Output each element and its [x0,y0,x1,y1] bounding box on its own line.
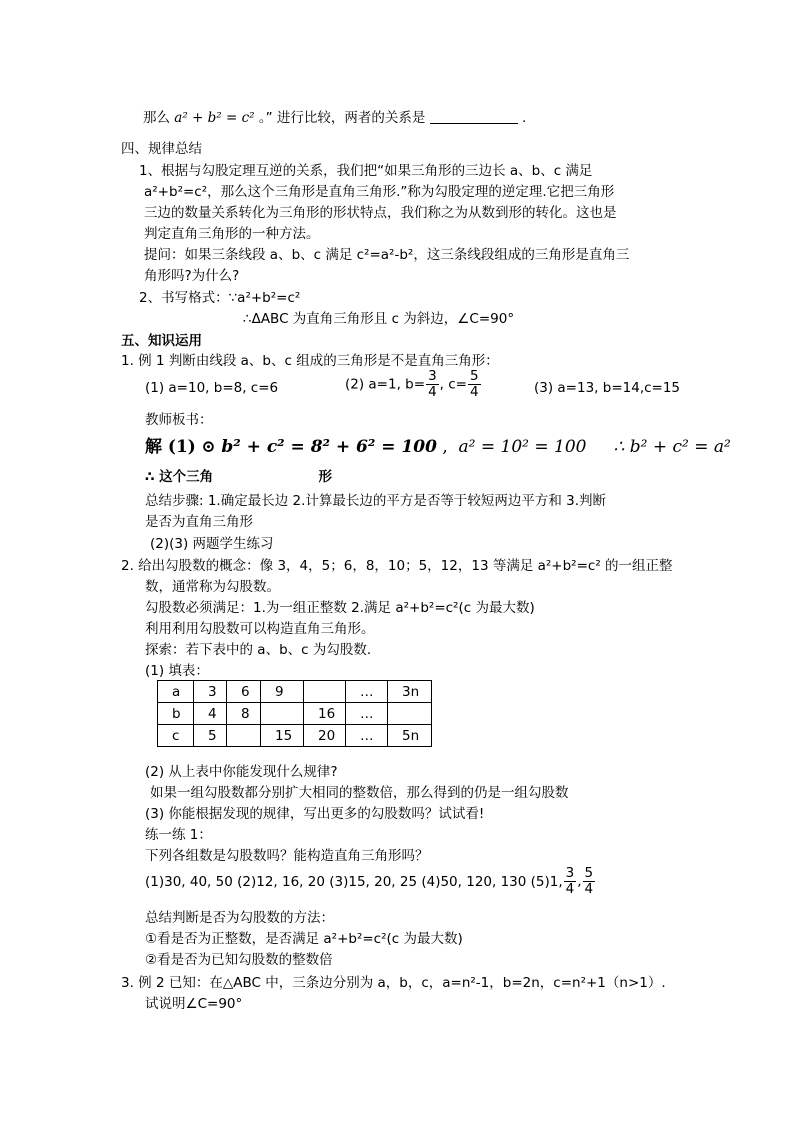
table-cell: 6 [227,681,261,703]
text: (1)30, 40, 50 (2)12, 16, 20 (3)15, 20, 25 (4)50, 120, 130 (5)1, [145,873,563,890]
table-cell[interactable] [388,703,432,725]
table-cell: 5 [194,725,227,747]
table-row [158,703,432,725]
table-row [158,725,432,747]
question-line: 角形吗?为什么? [144,268,240,284]
denominator: 4 [565,881,575,897]
table-cell[interactable] [261,703,304,725]
table-cell[interactable] [227,725,261,747]
numerator: 3 [565,865,575,881]
comparison-line [143,108,526,128]
text: (2) a=1, b= [345,376,426,393]
table-cell: 3 [194,681,227,703]
method-item: ①看是否为正整数，是否满足 a²+b²=c²(c 为最大数) [145,931,463,947]
equation: ∴ b² + c² = a² [613,437,731,457]
explore-line: 探索：若下表中的 a、b、c 为勾股数. [145,642,372,658]
summary-line: 总结步骤: 1.确定最长边 2.计算最长边的平方是否等于较短两边平方和 3.判断 [145,493,607,509]
rule-question: (3) 你能根据发现的规律，写出更多的勾股数吗？试试看! [145,806,485,822]
table-cell: … [346,681,388,703]
table-row [158,681,432,703]
equation: ⊙ b² + c² = 8² + 6² = 100 [201,437,437,457]
table-cell: a [158,681,194,703]
paragraph-line: 三边的数量关系转化为三角形的形状特点，我们称之为从数到形的转化。这也是 [144,205,617,221]
denominator: 4 [428,384,437,400]
fraction [564,866,577,897]
summary-line: 是否为直角三角形 [145,514,253,530]
equation: a² = 10² = 100 [458,437,587,457]
table-cell: 15 [261,725,304,747]
solution-line: 解 (1) ⊙ b² + c² = 8² + 6² = 100 , a² = 10² = 100 ∴ b² + c² = a² [145,437,731,457]
concept-line: 2. 给出勾股数的概念：像 3，4，5；6，8，10；5，12，13 等满足 a²+b²=c² 的一组正整 [121,558,673,574]
numerator: 5 [469,368,479,384]
question-1: (1) a=10, b=8, c=6 [145,380,279,396]
rule-question: (2) 从上表中你能发现什么规律? [145,764,338,780]
fill-table-label: (1) 填表： [145,663,209,679]
question-2 [345,369,482,400]
text: 那么 [143,110,170,126]
rule-answer: 如果一组勾股数都分别扩大相同的整数倍，那么得到的仍是一组勾股数 [150,785,569,801]
question-3: (3) a=13, b=14,c=15 [534,380,681,396]
example-2-line: 试说明∠C=90° [145,996,243,1012]
table-cell: 16 [304,703,346,725]
paragraph-line: 判定直角三角形的一种方法。 [144,226,320,242]
pythagorean-equation: a² + b² = c² [174,110,255,126]
denominator: 4 [584,881,594,897]
numerator: 5 [584,865,594,881]
table-cell: … [346,703,388,725]
format-line: 2、书写格式：∵a²+b²=c² [139,290,301,306]
table-cell: 5n [388,725,432,747]
practice-question: 下列各组数是勾股数吗？能构造直角三角形吗？ [145,848,429,864]
numerator: 3 [428,368,437,384]
practice-title: 练一练 1： [145,827,212,843]
text: , c= [439,376,467,393]
teacher-writing-label: 教师板书： [145,412,213,428]
table-cell: b [158,703,194,725]
method-item: ②看是否为已知勾股数的整数倍 [145,952,333,968]
paragraph-line: a²+b²=c²，那么这个三角形是直角三角形.”称为勾股定理的逆定理.它把三角形 [144,184,615,200]
text: ∴ 这个三角 [145,469,214,485]
fraction [426,369,439,400]
table-cell[interactable]: 9 [261,681,304,703]
fraction [468,369,481,400]
table-cell: … [346,725,388,747]
practice-note: (2)(3) 两题学生练习 [150,536,274,552]
paragraph-line: 1、根据与勾股定理互逆的关系，我们把“如果三角形的三边长 a、b、c 满足 [139,163,593,179]
section-4-heading: 四、规律总结 [121,141,202,157]
practice-options: (1)30, 40, 50 (2)12, 16, 20 (3)15, 20, 25 (4)50, 120, 130 (5)1, $\frac{3}{4}$ , $\frac{5}{4}$ [145,865,594,897]
text: . [522,110,527,126]
fraction [583,866,596,897]
table-cell: c [158,725,194,747]
table-cell: 20 [304,725,346,747]
method-title: 总结判断是否为勾股数的方法： [145,910,334,926]
concept-line: 勾股数必须满足：1.为一组正整数 2.满足 a²+b²=c²(c 为最大数) [145,600,535,616]
question-line: 提问：如果三条线段 a、b、c 满足 c²=a²-b²，这三条线段组成的三角形是直角三 [144,247,630,263]
table-cell: 3n [388,681,432,703]
pythagorean-triple-table [157,680,432,747]
text: 。” 进行比较，两者的关系是 [258,110,426,126]
answer-blank[interactable] [430,109,518,124]
section-5-heading: 五、知识运用 [121,333,202,349]
solution-conclusion [145,467,332,487]
text: 形 [318,469,332,485]
table-cell: 8 [227,703,261,725]
concept-line: 数，通常称为勾股数。 [145,579,280,595]
denominator: 4 [469,384,479,400]
format-line: ∴ΔABC 为直角三角形且 c 为斜边，∠C=90° [243,311,515,327]
table-cell[interactable] [304,681,346,703]
example-2-title: 3. 例 2 已知：在△ABC 中，三条边分别为 a，b，c，a=n²-1，b=2n，c=n²+1（n>1）. [121,975,666,991]
table-cell: 4 [194,703,227,725]
concept-line: 利用利用勾股数可以构造直角三角形。 [145,621,375,637]
solution-label: 解 (1) [145,437,196,457]
example-1-title: 1. 例 1 判断由线段 a、b、c 组成的三角形是不是直角三角形： [121,353,499,369]
